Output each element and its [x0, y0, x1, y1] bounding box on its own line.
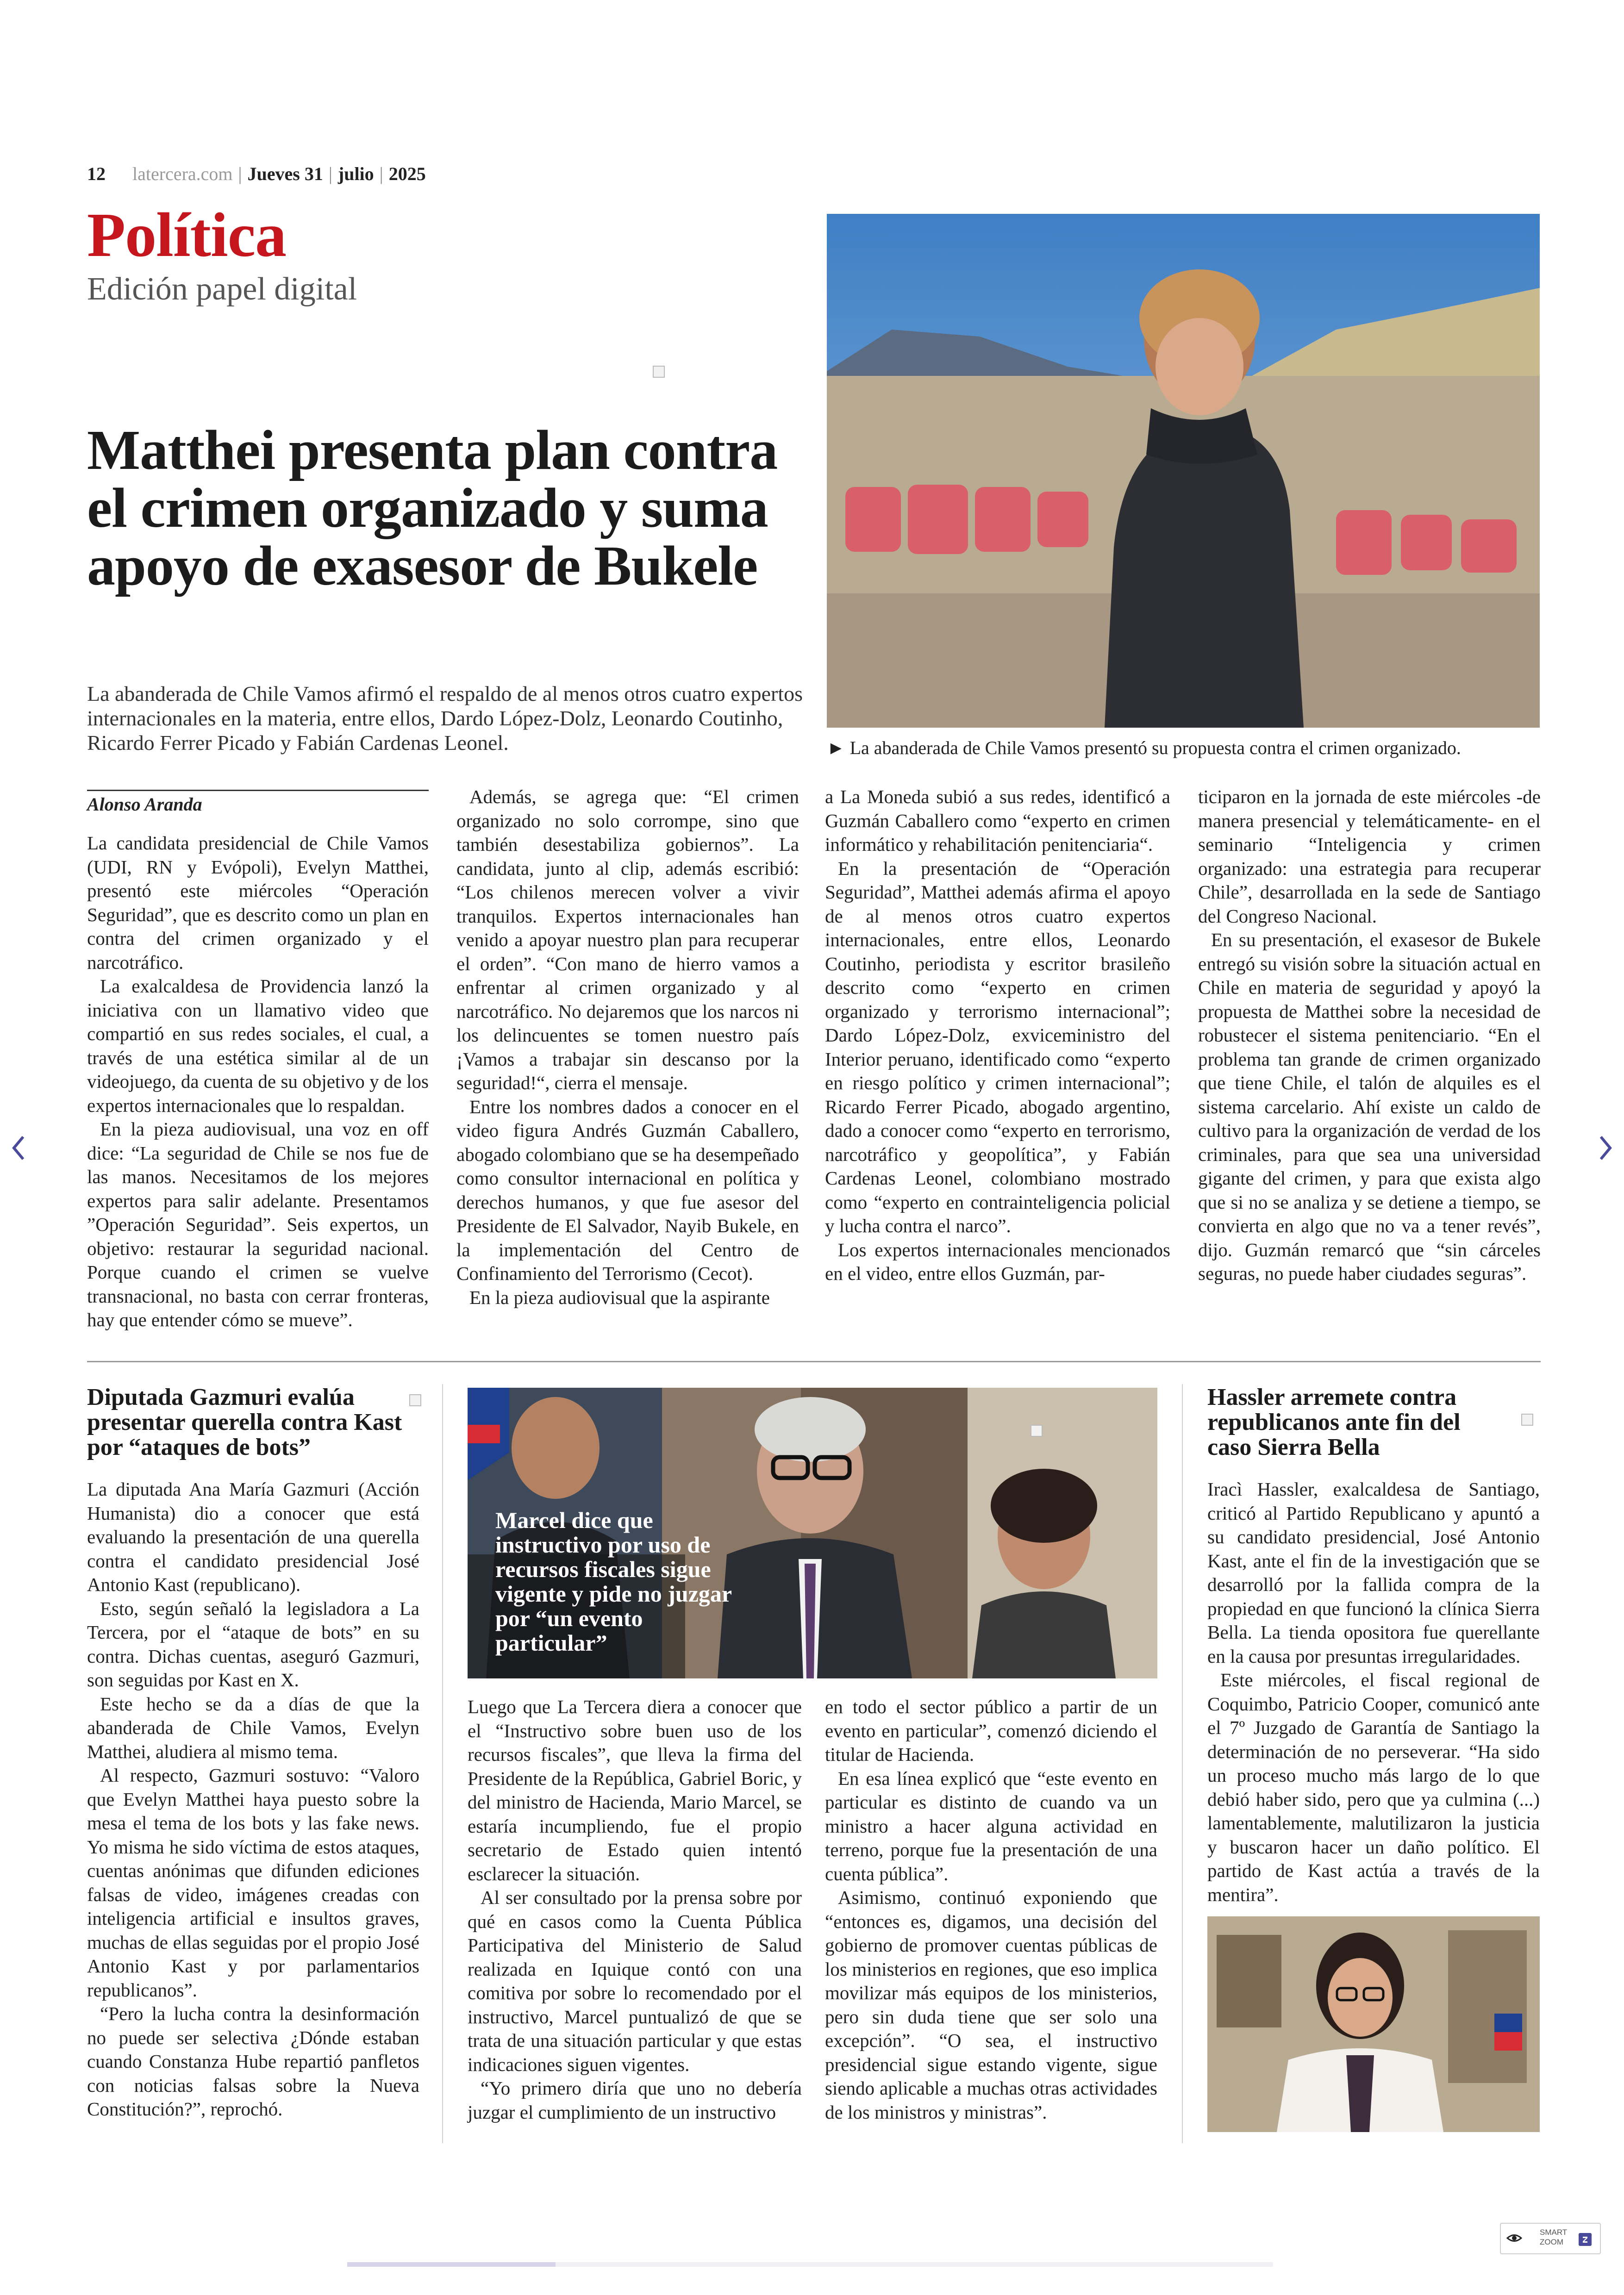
- column-rule: [1182, 1384, 1183, 2143]
- paragraph: en todo el sector público a partir de un evento en particular”, comenzó diciendo el titular de Hacienda.: [825, 1696, 1157, 1765]
- paragraph: Al ser consultado por la prensa sobre por qué en casos como la Cuenta Pública Participativa del Ministerio de Salud realizada en Iquique contó con una comitiva por sobre lo recomendado por el instructivo, Marcel puntualizó de que se trata de una situación particular y que estas indicaciones siguen vigentes.: [468, 1887, 802, 2075]
- main-photo-caption: ► La abanderada de Chile Vamos presentó su propuesta contra el crimen organizado.: [827, 737, 1461, 758]
- date-month: julio: [337, 163, 374, 184]
- paragraph: “Yo primero diría que uno no debería juzgar el cumplimiento de un instructivo: [468, 2077, 802, 2123]
- chevron-left-icon: [5, 1129, 32, 1166]
- byline-rule: [87, 790, 429, 791]
- paragraph: Asimismo, continuó exponiendo que “entonces es, digamos, una decisión del gobierno de promover cuentas públicas de los ministerios en regiones, que eso implica movilizar más equipos de los ministerios, pero sin duda tiene que ser solo una excepción”. “O sea, el instructivo presidencial sigue estando vigente, sigue siendo aplicable a muchas otras actividades de los ministros y ministras”.: [825, 1887, 1157, 2123]
- paragraph: En la presentación de “Operación Seguridad”, Matthei además afirma el apoyo de al menos otros cuatro expertos internacionales, entre ellos, Leonardo Coutinho, periodista y escritor brasileño descrito como “experto en crimen organizado y terrorismo internacional”; Dardo López-Dolz, exviceministro del Interior peruano, identificado como “experto en riesgo político y crimen internacional”; Ricardo Ferrer Picado, abogado argentino, dado a conocer como “experto en terrorismo, narcotráfico y geopolítica”, y Fabián Cardenas Leonel, colombiano mostrado como “experto en contrainteligencia policial y lucha contra el narco”.: [825, 857, 1170, 1236]
- smart-zoom-marker-icon[interactable]: [409, 1394, 421, 1406]
- main-column-2: [456, 785, 799, 1310]
- main-headline: Matthei presenta plan contra el crimen organizado y suma apoyo de exasesor de Bukele: [87, 419, 778, 597]
- smart-zoom-label-2: ZOOM: [1540, 2238, 1563, 2246]
- page-header: 12 latercera.com | Jueves 31 | julio | 2025: [87, 163, 426, 184]
- date-day: Jueves 31: [247, 163, 323, 184]
- marcel-column-2: [825, 1695, 1157, 2124]
- main-column-3: [825, 785, 1170, 1286]
- marcel-column-1: [468, 1695, 802, 2124]
- paragraph: Además, se agrega que: “El crimen organizado no solo corrompe, sino que también desestabiliza gobiernos”. La candidata, junto al clip, además escribió: “Los chilenos merecen volver a vivir tranquilos. Expertos internacionales han venido a apoyar nuestro plan para recuperar el orden”. “Con mano de hierro vamos a enfrentar al crimen organizado y al narcotráfico. No dejaremos que los narcos ni los delincuentes se tomen nuestro país ¡Vamos a trabajar sin descanso por la seguridad!“, cierra el mensaje.: [456, 786, 799, 1093]
- paragraph: En la pieza audiovisual que la aspirante: [469, 1286, 770, 1308]
- section-title: Política: [87, 200, 287, 270]
- smart-zoom-marker-icon[interactable]: [653, 366, 665, 378]
- eye-icon: [1506, 2232, 1522, 2244]
- smart-zoom-toggle[interactable]: [1500, 2223, 1601, 2254]
- gazmuri-headline: Diputada Gazmuri evalúa presentar querella contra Kast por “ataques de bots”: [87, 1384, 402, 1460]
- paragraph: La diputada Ana María Gazmuri (Acción Humanista) dio a conocer que está evaluando la presentación de una querella contra el candidato presidencial José Antonio Kast (republicano).: [87, 1478, 419, 1595]
- date-year: 2025: [388, 163, 426, 184]
- smart-zoom-marker-icon[interactable]: [1521, 1414, 1533, 1426]
- zoom-badge-icon: [1579, 2233, 1592, 2246]
- paragraph: Al respecto, Gazmuri sostuvo: “Valoro que Evelyn Matthei haya puesto sobre la mesa el tema de los bots y las fake news. Yo misma he sido víctima de estos ataques, cuentas anónimas que difunden ediciones falsas de video, imágenes creadas con inteligencia artificial e insultos graves, muchas de ellas seguidas por el propio José Antonio Kast y por parlamentarios republicanos”.: [87, 1765, 419, 2001]
- main-lead: La abanderada de Chile Vamos afirmó el respaldo de al menos otros cuatro expertos internacionales en la materia, entre ellos, Dardo López-Dolz, Leonardo Coutinho, Ricardo Ferrer Picado y Fabián Cardenas Leonel.: [87, 682, 803, 755]
- paragraph: Los expertos internacionales mencionados en el video, entre ellos Guzmán, par-: [825, 1239, 1170, 1284]
- smart-zoom-marker-icon[interactable]: [1031, 1425, 1043, 1437]
- paragraph: Luego que La Tercera diera a conocer que el “Instructivo sobre buen uso de los recursos fiscales”, que lleva la firma del Presidente de la República, Gabriel Boric, y del ministro de Hacienda, Mario Marcel, se estaría incumpliendo, fue el propio secretario de Estado quien intentó esclarecer la situación.: [468, 1696, 802, 1884]
- byline: Alonso Aranda: [87, 794, 202, 815]
- paragraph: “Pero la lucha contra la desinformación no puede ser selectiva ¿Dónde estaban cuando Constanza Hube repartió panfletos con noticias falsas sobre la Nueva Constitución?”, reprochó.: [87, 2003, 419, 2120]
- gazmuri-body: [87, 1478, 419, 2121]
- chevron-right-icon: [1592, 1129, 1619, 1166]
- paragraph: a La Moneda subió a sus redes, identificó a Guzmán Caballero como “experto en crimen informático y rehabilitación penitenciaria“.: [825, 786, 1170, 855]
- paragraph: En la pieza audiovisual, una voz en off dice: “La seguridad de Chile se nos fue de las manos. Necesitamos de los mejores expertos para salir adelante. Presentamos ”Operación Seguridad”. Seis expertos, un objetivo: restaurar la seguridad nacional. Porque cuando el crimen se vuelve transnacional, no basta con cerrar fronteras, hay que entender cómo se mueve”.: [87, 1118, 429, 1330]
- smart-zoom-label-1: SMART: [1540, 2228, 1568, 2237]
- column-rule: [442, 1384, 443, 2143]
- page-scrollbar-thumb[interactable]: [347, 2262, 556, 2267]
- paragraph: Este miércoles, el fiscal regional de Coquimbo, Patricio Cooper, comunicó ante el 7º Juzgado de Garantía de Santiago la determinación de no perseverar. “Ha sido un proceso mucho más largo de lo que debió haber sido, pero que ya culmina (...) lamentablemente, malutilizaron la justicia y buscaron hacer un daño político. El partido de Kast actúa a través de la mentira”.: [1207, 1669, 1540, 1905]
- prev-page-button[interactable]: [5, 1129, 32, 1166]
- main-column-4: [1198, 785, 1541, 1286]
- hassler-photo-illustration: [1207, 1916, 1540, 2132]
- hassler-photo: [1207, 1916, 1540, 2132]
- paragraph: ticiparon en la jornada de este miércoles -de manera presencial y telemáticamente- en el seminario “Inteligencia y crimen organizado: una estrategia para recuperar Chile”, desarrollada en la sede de Santiago del Congreso Nacional.: [1198, 786, 1541, 927]
- paragraph: Este hecho se da a días de que la abanderada de Chile Vamos, Evelyn Matthei, aludiera al mismo tema.: [87, 1693, 419, 1762]
- paragraph: La candidata presidencial de Chile Vamos (UDI, RN y Evópoli), Evelyn Matthei, presentó este miércoles “Operación Seguridad”, que es descrito como un plan en contra del crimen organizado y el narcotráfico.: [87, 832, 429, 973]
- matthei-photo-illustration: [827, 214, 1540, 728]
- paragraph: Esto, según señaló la legisladora a La Tercera, por el “ataque de bots” en su contra. Dichas cuentas, aseguró Gazmuri, son seguidas por Kast en X.: [87, 1597, 419, 1690]
- hassler-body: [1207, 1478, 1540, 1907]
- section-subtitle: Edición papel digital: [87, 271, 357, 307]
- paragraph: La exalcaldesa de Providencia lanzó la iniciativa con un llamativo video que compartió en sus redes sociales, el cual, a través de una estética similar al de un videojuego, da cuenta de su objetivo y de los expertos internacionales que lo respaldan.: [87, 975, 429, 1116]
- site-name: latercera.com: [132, 163, 233, 184]
- marcel-headline: Marcel dice que instructivo por uso de recursos fiscales sigue vigente y pide no juzgar por “un evento particular”: [495, 1507, 732, 1656]
- main-photo: [827, 214, 1540, 728]
- next-page-button[interactable]: [1592, 1129, 1619, 1166]
- paragraph: Iracì Hassler, exalcaldesa de Santiago, criticó al Partido Republicano y apuntó a su candidato presidencial, José Antonio Kast, ante el fin de la investigación que se desarrolló por la fallida compra de la propiedad en que funcionó la clínica Sierra Bella. La tienda opositora fue querellante en la causa por presuntas irregularidades.: [1207, 1478, 1540, 1667]
- main-column-1: [87, 831, 429, 1332]
- hassler-headline: Hassler arremete contra republicanos ante fin del caso Sierra Bella: [1207, 1384, 1461, 1460]
- paragraph: En esa línea explicó que “este evento en particular es distinto de cuando va un ministro a hacer alguna actividad en terreno, porque fue la presentación de una cuenta pública”.: [825, 1767, 1157, 1884]
- page-number: 12: [87, 163, 106, 184]
- paragraph: En su presentación, el exasesor de Bukele entregó su visión sobre la situación actual en Chile en materia de seguridad y apoyó la propuesta de Matthei sobre la necesidad de robustecer el sistema penitenciario. “En el problema tan grande de crimen organizado que tiene Chile, el talón de alquiles es el sistema carcelario. Ahí existe un caldo de cultivo para la organización de verdad de los criminales, para que sea una universidad gigante del crimen, y para que exista algo que si no se analiza y se detiene a tiempo, se convierta en algo que no va a tener revés”, dijo. Guzmán remarcó que “sin cárceles seguras, no puede haber ciudades seguras”.: [1198, 929, 1541, 1284]
- section-divider: [87, 1361, 1541, 1362]
- paragraph: Entre los nombres dados a conocer en el video figura Andrés Guzmán Caballero, abogado colombiano que se ha desempeñado como consultor internacional en política y derechos humanos, y que fue asesor del Presidente de El Salvador, Nayib Bukele, en la implementación del Centro de Confinamiento del Terrorismo (Cecot).: [456, 1096, 799, 1284]
